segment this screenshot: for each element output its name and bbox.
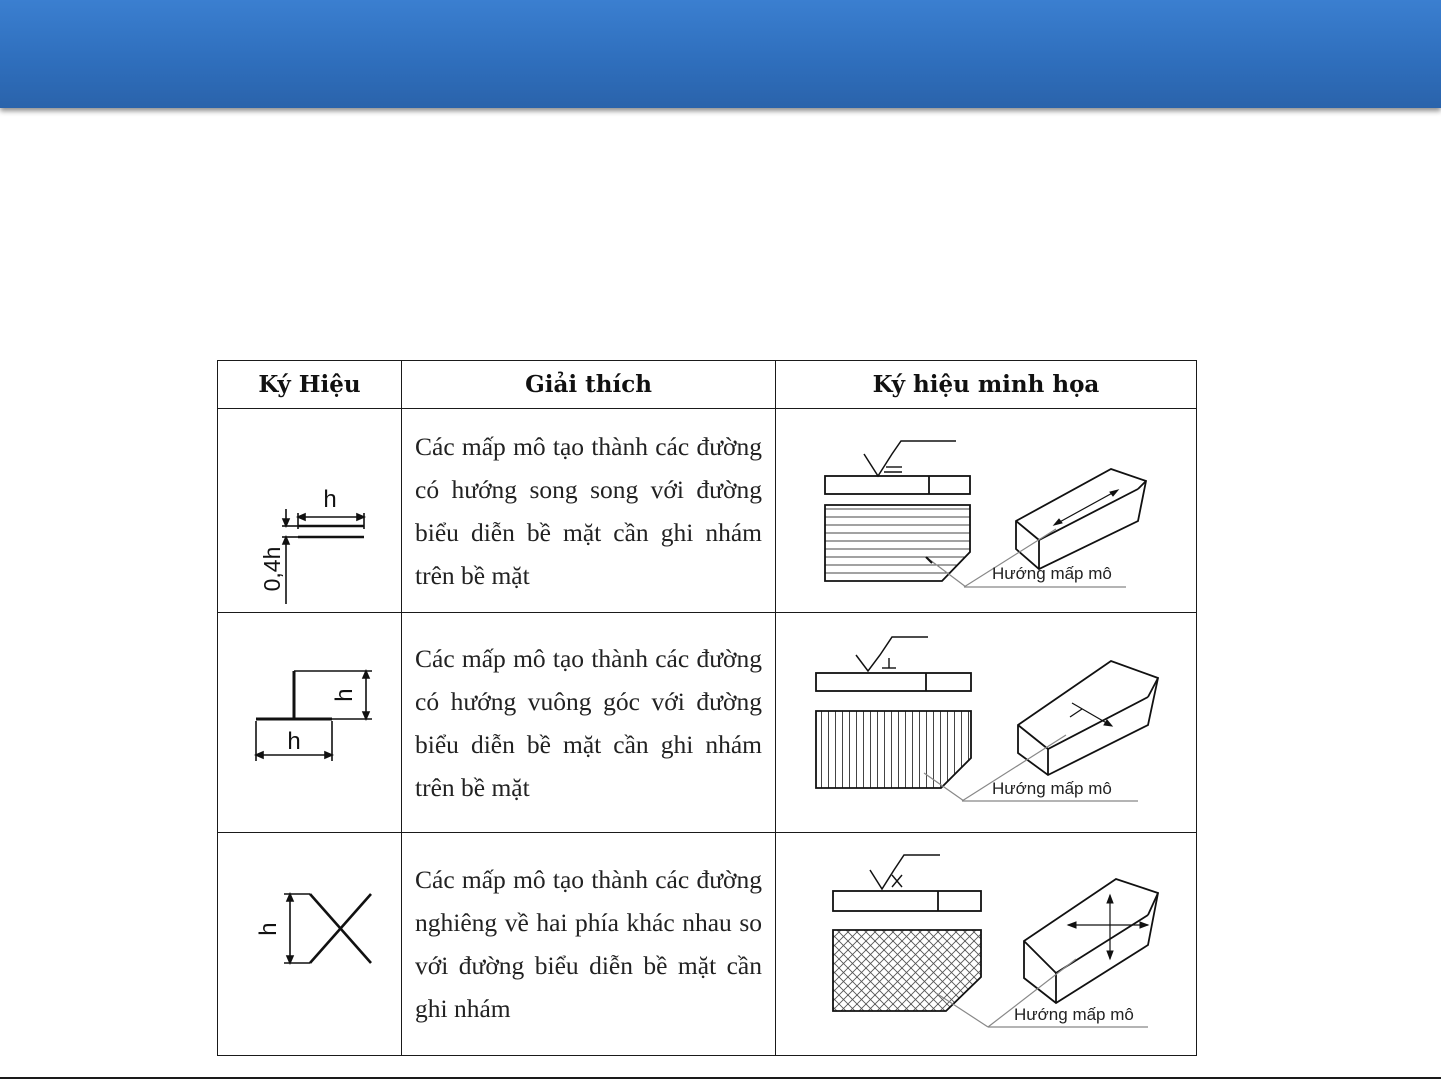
parallel-symbol-icon — [218, 409, 402, 612]
perpendicular-symbol-cell — [218, 613, 402, 833]
header-illustration: Ký hiệu minh họa — [776, 361, 1197, 409]
h-vertical-label: h — [331, 688, 358, 702]
crossed-illustration-cell — [776, 833, 1197, 1056]
table-header-row — [218, 361, 1197, 409]
crossed-symbol-cell — [218, 833, 402, 1056]
header-symbol: Ký Hiệu — [218, 361, 402, 409]
crossed-illustration — [776, 833, 1197, 1055]
h-label: h — [255, 922, 282, 936]
direction-label: Hướng mấp mô — [992, 564, 1112, 583]
table-row — [218, 613, 1197, 833]
table-row — [218, 409, 1197, 613]
parallel-illustration — [776, 409, 1197, 612]
bottom-divider — [0, 1077, 1441, 1079]
table-row — [218, 833, 1197, 1056]
parallel-symbol-cell — [218, 409, 402, 613]
direction-label: Hướng mấp mô — [992, 779, 1112, 798]
perpendicular-symbol-icon — [218, 613, 402, 832]
explanation-text: Các mấp mô tạo thành các đường có hướng vuông góc với đường biểu diễn bề mặt cần ghi nhám trên bề mặt — [402, 613, 776, 833]
crossed-symbol-icon — [218, 833, 402, 1055]
header-band — [0, 0, 1441, 108]
h-label: h — [323, 486, 337, 513]
header-explanation: Giải thích — [402, 361, 776, 409]
explanation-text: Các mấp mô tạo thành các đường có hướng song song với đường biểu diễn bề mặt cần ghi nhám trên bề mặt — [402, 409, 776, 613]
h-horizontal-label: h — [287, 728, 301, 755]
direction-label: Hướng mấp mô — [1014, 1005, 1134, 1024]
explanation-text: Các mấp mô tạo thành các đường nghiêng về hai phía khác nhau so với đường biểu diễn bề mặt cần ghi nhám — [402, 833, 776, 1056]
perpendicular-illustration — [776, 613, 1197, 832]
parallel-illustration-cell — [776, 409, 1197, 613]
perpendicular-illustration-cell — [776, 613, 1197, 833]
roughness-direction-table — [217, 360, 1197, 1056]
dim-label: 0,4h — [259, 546, 285, 592]
